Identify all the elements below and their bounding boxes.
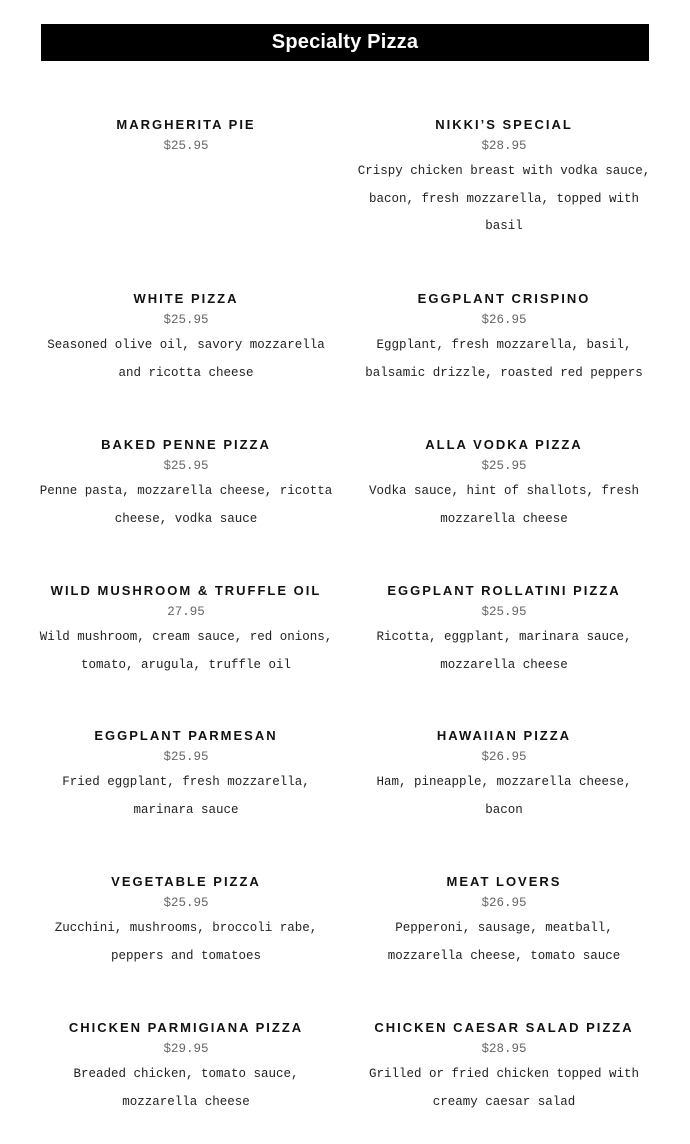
menu-item: [27, 436, 345, 582]
item-description: Fried eggplant, fresh mozzarella, marinara sauce: [62, 775, 310, 817]
item-description: Wild mushroom, cream sauce, red onions, tomato, arugula, truffle oil: [39, 630, 333, 672]
menu-item: [27, 290, 345, 436]
item-name: EGGPLANT ROLLATINI PIZZA: [387, 583, 621, 598]
item-price: $26.95: [481, 896, 527, 910]
item-description: Pepperoni, sausage, meatball, mozzarella cheese, tomato sauce: [387, 921, 621, 963]
item-description: Grilled or fried chicken topped with creamy caesar salad: [368, 1067, 640, 1109]
item-name: NIKKI’S SPECIAL: [435, 117, 573, 132]
item-price: $29.95: [163, 1042, 209, 1056]
item-name: EGGPLANT CRISPINO: [417, 291, 591, 306]
section-title: Specialty Pizza: [271, 31, 419, 53]
item-price: $25.95: [163, 139, 209, 153]
item-name: HAWAIIAN PIZZA: [436, 728, 572, 743]
menu-item: [345, 727, 663, 873]
item-description: Seasoned olive oil, savory mozzarella and ricotta cheese: [47, 338, 325, 380]
item-name: BAKED PENNE PIZZA: [101, 437, 271, 452]
menu-grid: [27, 116, 663, 1129]
item-price: $25.95: [163, 313, 209, 327]
item-name: ALLA VODKA PIZZA: [425, 437, 583, 452]
item-price: 27.95: [167, 605, 205, 619]
item-description: Penne pasta, mozzarella cheese, ricotta cheese, vodka sauce: [39, 484, 333, 526]
menu-item: [345, 582, 663, 727]
menu-item: [27, 116, 345, 290]
item-description: Ricotta, eggplant, marinara sauce, mozzarella cheese: [376, 630, 632, 672]
item-name: CHICKEN PARMIGIANA PIZZA: [68, 1020, 304, 1035]
section-header: [41, 24, 649, 61]
item-price: $26.95: [481, 313, 527, 327]
item-description: Crispy chicken breast with vodka sauce, bacon, fresh mozzarella, topped with basil: [357, 164, 651, 233]
item-description: Zucchini, mushrooms, broccoli rabe, peppers and tomatoes: [54, 921, 318, 963]
item-price: $26.95: [481, 750, 527, 764]
item-name: VEGETABLE PIZZA: [111, 874, 261, 889]
item-description: Eggplant, fresh mozzarella, basil, balsamic drizzle, roasted red peppers: [365, 338, 643, 380]
item-price: $25.95: [481, 459, 527, 473]
item-description: Vodka sauce, hint of shallots, fresh mozzarella cheese: [368, 484, 640, 526]
item-price: $25.95: [163, 896, 209, 910]
item-description: Breaded chicken, tomato sauce, mozzarella cheese: [73, 1067, 299, 1109]
menu-item: [345, 290, 663, 436]
item-price: $28.95: [481, 139, 527, 153]
item-name: EGGPLANT PARMESAN: [94, 728, 278, 743]
item-price: $25.95: [163, 750, 209, 764]
item-name: WHITE PIZZA: [133, 291, 239, 306]
menu-item: [27, 582, 345, 727]
item-price: $25.95: [163, 459, 209, 473]
menu-item: [27, 873, 345, 1019]
menu-item: [27, 1019, 345, 1129]
item-description: Ham, pineapple, mozzarella cheese, bacon: [376, 775, 632, 817]
item-name: MEAT LOVERS: [446, 874, 562, 889]
item-name: WILD MUSHROOM & TRUFFLE OIL: [50, 583, 322, 598]
menu-item: [27, 727, 345, 873]
item-name: CHICKEN CAESAR SALAD PIZZA: [374, 1020, 634, 1035]
item-price: $28.95: [481, 1042, 527, 1056]
menu-item: [345, 1019, 663, 1129]
menu-item: [345, 873, 663, 1019]
item-name: MARGHERITA PIE: [116, 117, 256, 132]
menu-item: [345, 116, 663, 290]
menu-item: [345, 436, 663, 582]
item-price: $25.95: [481, 605, 527, 619]
